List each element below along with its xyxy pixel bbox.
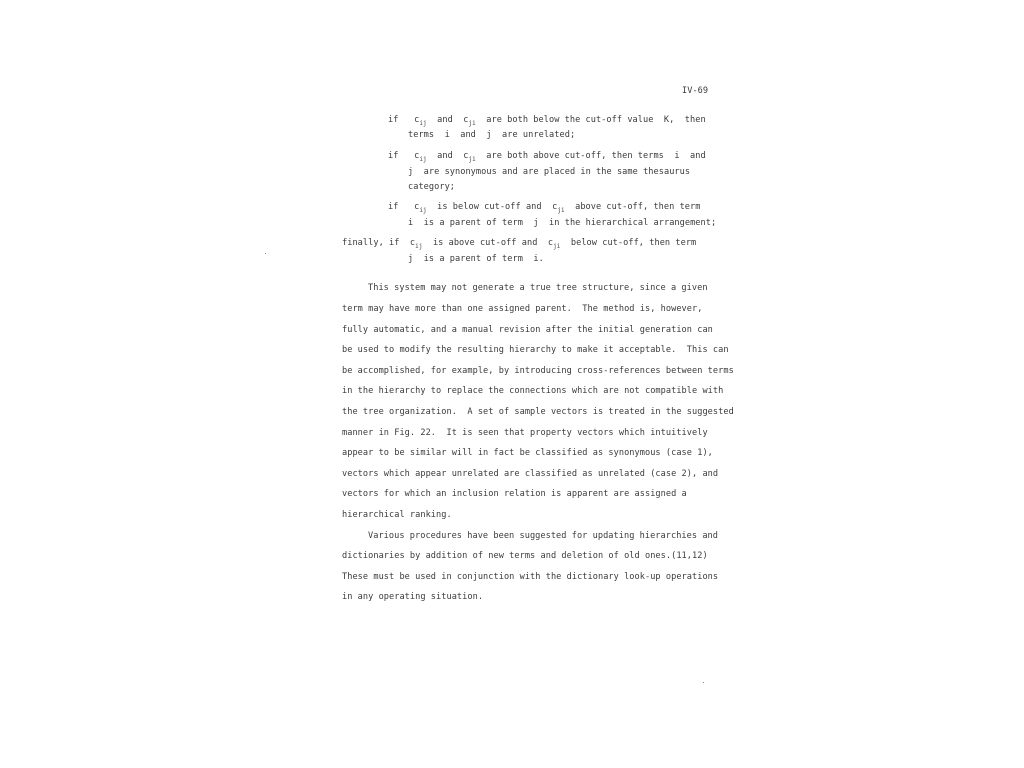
condition-4-line-1: finally, if $c_{ij}$ is above cut-off and $c_{ji}$ below cut-off, then term xyxy=(342,238,697,250)
scan-speck xyxy=(265,253,266,254)
paragraph-1-line-10: vectors which appear unrelated are classified as unrelated (case 2), and xyxy=(342,469,719,479)
paragraph-1-line-7: the tree organization. A set of sample vectors is treated in the suggested xyxy=(342,407,734,417)
paragraph-1-line-6: in the hierarchy to replace the connections which are not compatible with xyxy=(342,386,724,396)
condition-if: if xyxy=(388,115,399,125)
paragraph-1-line-5: be accomplished, for example, by introducing cross-references between terms xyxy=(342,366,734,376)
paragraph-2-line-2: dictionaries by addition of new terms and deletion of old ones.(11,12) xyxy=(342,551,708,561)
condition-2-line-3: category; xyxy=(408,182,456,192)
coefficient: $c_{ij}$ xyxy=(409,238,423,250)
paragraph-2-line-3: These must be used in conjunction with the dictionary look-up operations xyxy=(342,572,719,582)
coefficient: $c_{ji}$ xyxy=(552,202,565,214)
condition-2-line-2: j are synonymous and are placed in the same thesaurus xyxy=(408,167,691,177)
condition-2-line-1: if $c_{ij}$ and $c_{ji}$ are both above cut-off, then terms i and xyxy=(388,151,706,163)
coefficient: $c_{ij}$ xyxy=(414,115,427,127)
condition-4-line-2: j is a parent of term i. xyxy=(408,254,544,264)
condition-if: if xyxy=(388,202,399,212)
paragraph-1-line-12: hierarchical ranking. xyxy=(342,510,452,520)
scan-speck xyxy=(703,682,704,683)
condition-3-line-2: i is a parent of term j in the hierarchical arrangement; xyxy=(408,218,717,228)
page-number: IV-69 xyxy=(682,86,709,96)
condition-if: if xyxy=(388,151,399,161)
condition-1-line-2: terms i and j are unrelated; xyxy=(408,130,576,140)
paragraph-1-line-3: fully automatic, and a manual revision after the initial generation can xyxy=(342,325,713,335)
condition-1-line-1: if $c_{ij}$ and $c_{ji}$ are both below the cut-off value K, then xyxy=(388,115,706,127)
coefficient: $c_{ij}$ xyxy=(414,151,427,163)
paragraph-2-line-4: in any operating situation. xyxy=(342,592,484,602)
condition-if: finally, if xyxy=(342,238,400,248)
paragraph-1-line-9: appear to be similar will in fact be classified as synonymous (case 1), xyxy=(342,448,713,458)
coefficient: $c_{ji}$ xyxy=(463,115,476,127)
paragraph-1-line-8: manner in Fig. 22. It is seen that property vectors which intuitively xyxy=(342,428,708,438)
condition-3-line-1: if $c_{ij}$ is below cut-off and $c_{ji}$ above cut-off, then term xyxy=(388,202,701,214)
paragraph-1-line-2: term may have more than one assigned parent. The method is, however, xyxy=(342,304,703,314)
paragraph-2-line-1: Various procedures have been suggested for updating hierarchies and xyxy=(368,531,718,541)
coefficient: $c_{ij}$ xyxy=(414,202,427,214)
paragraph-1-line-1: This system may not generate a true tree structure, since a given xyxy=(368,283,708,293)
coefficient: $c_{ji}$ xyxy=(547,238,561,250)
paragraph-1-line-4: be used to modify the resulting hierarchy to make it acceptable. This can xyxy=(342,345,729,355)
coefficient: $c_{ji}$ xyxy=(463,151,476,163)
paragraph-1-line-11: vectors for which an inclusion relation is apparent are assigned a xyxy=(342,489,687,499)
